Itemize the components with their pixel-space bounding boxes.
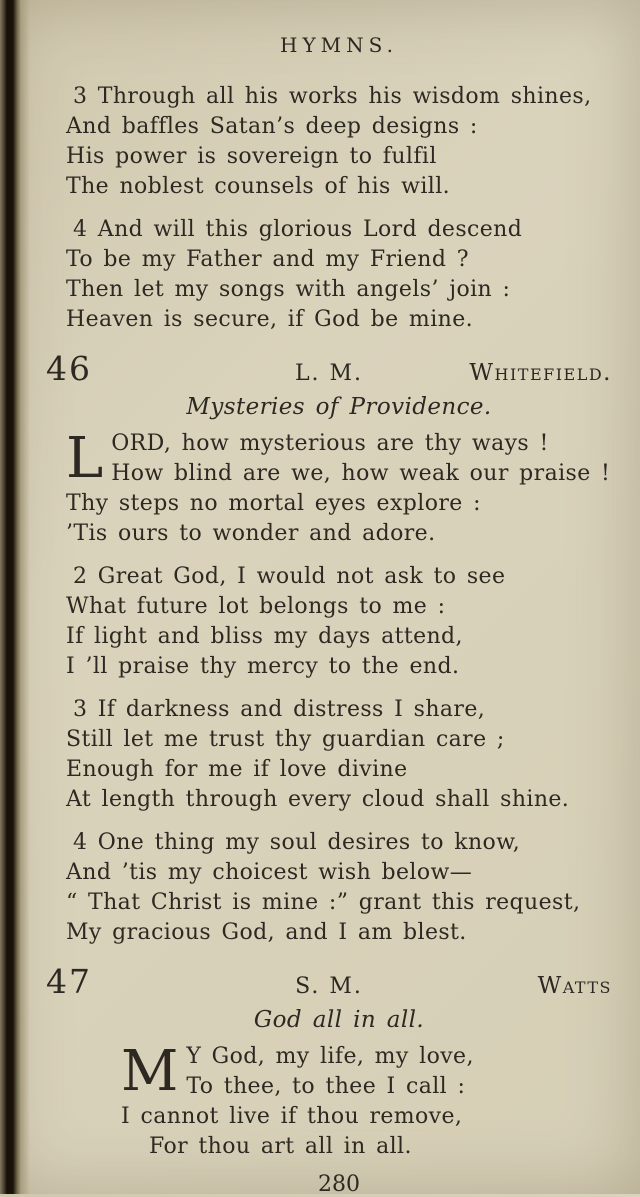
verse-line: To thee, to thee I call : bbox=[186, 1074, 466, 1099]
verse-line: Then let my songs with angels’ join : bbox=[66, 277, 511, 302]
running-header: HYMNS. bbox=[280, 33, 398, 57]
stanza bbox=[66, 828, 612, 948]
hymn-title: God all in all. bbox=[253, 1007, 425, 1033]
hymn-heading bbox=[46, 962, 612, 1004]
drop-cap: L bbox=[66, 426, 104, 491]
stanza bbox=[66, 215, 612, 335]
verse-line: Heaven is secure, if God be mine. bbox=[66, 307, 474, 332]
verse-line: Still let me trust thy guardian care ; bbox=[66, 727, 505, 752]
stanza bbox=[66, 426, 612, 549]
verse-line: 4 And will this glorious Lord descend bbox=[73, 217, 523, 242]
verse-line: “ That Christ is mine :” grant this request, bbox=[66, 890, 581, 915]
hymn-number: 46 bbox=[46, 349, 92, 388]
hymn-author: Watts bbox=[537, 973, 612, 999]
verse-line: I ’ll praise thy mercy to the end. bbox=[66, 654, 460, 679]
verse-line: And ’tis my choicest wish below— bbox=[66, 860, 473, 885]
verse-line: 4 One thing my soul desires to know, bbox=[73, 830, 521, 855]
verse-line: 2 Great God, I would not ask to see bbox=[73, 564, 506, 589]
opening-lines-text bbox=[111, 429, 610, 489]
verse-line: ORD, how mysterious are thy ways ! bbox=[111, 431, 549, 456]
verse-line: My gracious God, and I am blest. bbox=[66, 920, 467, 945]
hymn-meter: L. M. bbox=[294, 361, 364, 386]
verse-line: ’Tis ours to wonder and adore. bbox=[66, 521, 436, 546]
verse-line: 3 If darkness and distress I share, bbox=[73, 697, 486, 722]
verse-line: To be my Father and my Friend ? bbox=[66, 247, 469, 272]
verse-line: What future lot belongs to me : bbox=[66, 594, 446, 619]
hymn-heading bbox=[46, 349, 612, 391]
verse-line: His power is sovereign to fulfil bbox=[66, 144, 437, 169]
page-number: 280 bbox=[318, 1172, 360, 1197]
verse-line: And baffles Satan’s deep designs : bbox=[66, 114, 478, 139]
opening-lines-text bbox=[186, 1042, 474, 1102]
verse-line: I cannot live if thou remove, bbox=[121, 1104, 463, 1129]
hymn-meter: S. M. bbox=[295, 974, 363, 999]
stanza bbox=[66, 695, 612, 815]
drop-cap: M bbox=[121, 1039, 179, 1104]
verse-line: For thou art all in all. bbox=[149, 1134, 412, 1159]
verse-line: How blind are we, how weak our praise ! bbox=[111, 461, 611, 486]
verse-line: Thy steps no mortal eyes explore : bbox=[66, 491, 481, 516]
hymn-author: Whitefield. bbox=[469, 360, 612, 386]
hymn-number: 47 bbox=[46, 962, 92, 1001]
stanza bbox=[121, 1039, 612, 1162]
verse-line: Y God, my life, my love, bbox=[186, 1044, 474, 1069]
opening-lines bbox=[66, 426, 612, 491]
stanza bbox=[66, 82, 612, 202]
verse-line: Enough for me if love divine bbox=[66, 757, 408, 782]
verse-line: If light and bliss my days attend, bbox=[66, 624, 463, 649]
verse-line: The noblest counsels of his will. bbox=[66, 174, 451, 199]
verse-line: 3 Through all his works his wisdom shines, bbox=[73, 84, 592, 109]
hymn-title: Mysteries of Providence. bbox=[186, 394, 492, 420]
opening-lines bbox=[121, 1039, 612, 1104]
verse-line: At length through every cloud shall shine. bbox=[66, 787, 570, 812]
stanza bbox=[66, 562, 612, 682]
